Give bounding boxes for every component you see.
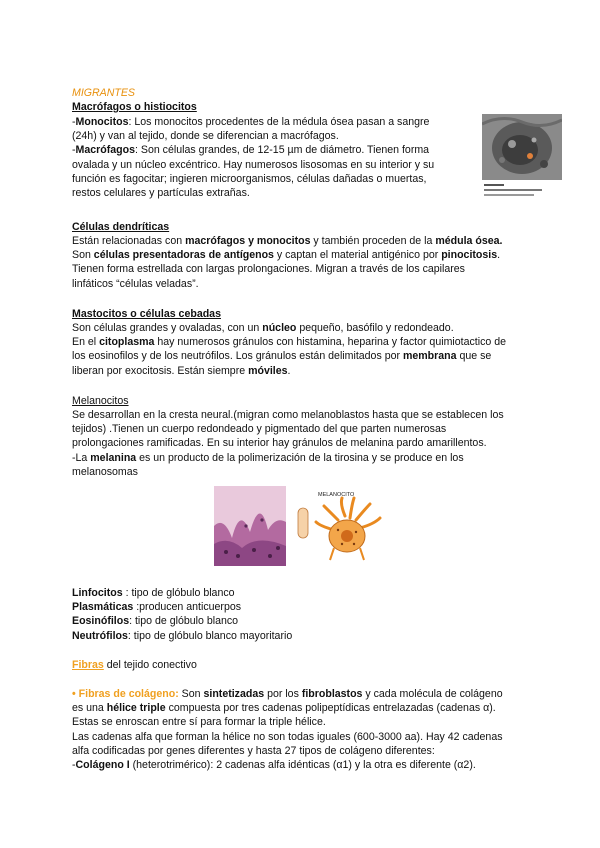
skin-histology-image [214, 486, 286, 566]
celulas-libres-list [72, 586, 542, 643]
list-item: Neutrófilos: tipo de glóbulo blanco mayoritario [72, 629, 293, 642]
fibras-heading: Fibras del tejido conectivo [72, 659, 197, 671]
melanocyte-diagram [290, 486, 400, 566]
macrofagos-paragraph: -Monocitos: Los monocitos procedentes de la médula ósea pasan a sangre (24h) y van al tejido, donde se diferencian a macrófagos. -Macrófagos: Son células grandes, de 12-15 µm de diámetro. Tienen forma ovalada y un núcleo excéntrico. Hay numerosos lisosomas en su interior y su función es fagocitar; ingieren microorganismos, células dañadas o muertas, restos celulares y partículas extrañas. [72, 116, 435, 200]
macrophage-micrograph [482, 114, 562, 204]
mastocitos-paragraph: Son células grandes y ovaladas, con un núcleo pequeño, basófilo y redondeado. En el citoplasma hay numerosos gránulos con histamina, heparina y factor quimiotactico de los eosinofilos y de los neutrófilos. Los gránulos están delimitados por membrana que se liberan por exocitosis. Están siempre móviles. [72, 322, 506, 377]
dendriticas-paragraph: Están relacionadas con macrófagos y monocitos y también proceden de la médula ósea. Son células presentadoras de antígenos y captan el material antigénico por pinocitosis. Tienen forma estrellada con largas prolongaciones. Migran a través de los capilares linfáticos “células veladas”. [72, 235, 503, 290]
colageno-paragraph: • Fibras de colágeno: Son sintetizadas por los fibroblastos y cada molécula de colágeno es una hélice triple compuesta por tres cadenas polipeptídicas entrelazadas (cadenas α). Estas se enroscan entre sí para formar la triple hélice. Las cadenas alfa que forman la hélice no son todas iguales (600-3000 aa). Hay 42 cadenas alfa codificadas por genes diferentes y hasta 27 tipos de colágeno diferentes: -Colágeno I (heterotrimérico): 2 cadenas alfa idénticas (α1) y la otra es diferente (α2). [72, 688, 503, 772]
melanocitos-title: Melanocitos [72, 395, 129, 407]
list-item: Eosinófilos: tipo de glóbulo blanco [72, 615, 239, 628]
section-label-migrantes: MIGRANTES [72, 87, 135, 99]
list-item: Plasmáticas :producen anticuerpos [72, 601, 242, 614]
melanocitos-paragraph: Se desarrollan en la cresta neural.(migran como melanoblastos hasta que se establecen los tejidos) .Tienen un cuerpo redondeado y pigmentado del que parten numerosas prolongaciones ramificadas. En su interior hay gránulos de melanina pardo amarillentos. -La melanina es un producto de la polimerización de la tirosina y se produce en los melanosomas [72, 409, 504, 478]
list-item: Linfocitos : tipo de glóbulo blanco [72, 587, 235, 599]
melanocyte-diagram-label: MELANOCITO [318, 492, 355, 498]
dendriticas-title: Células dendríticas [72, 221, 170, 233]
macrofagos-title: Macrófagos o histiocitos [72, 101, 197, 113]
mastocitos-title: Mastocitos o células cebadas [72, 308, 221, 320]
